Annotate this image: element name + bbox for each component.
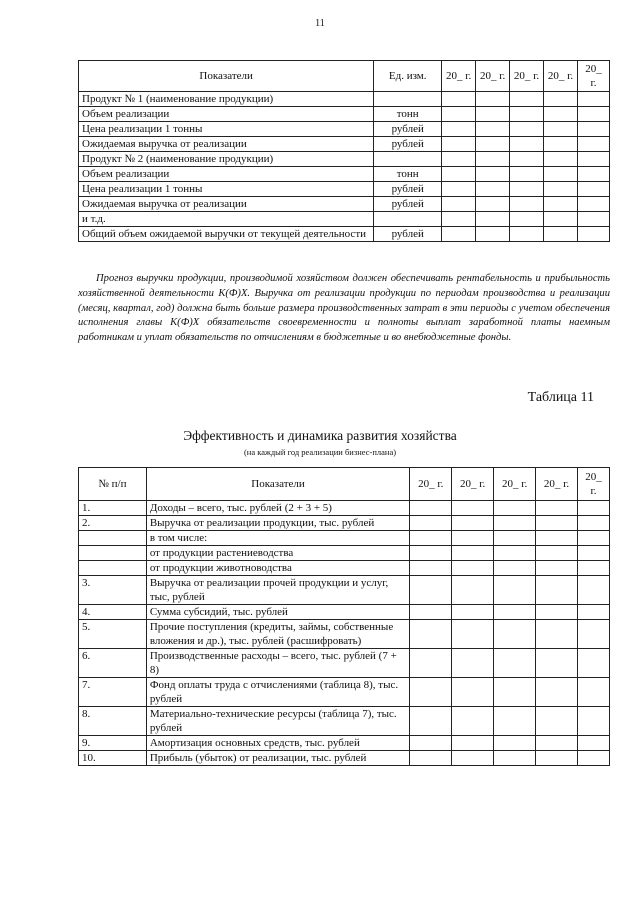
year-value-cell	[510, 182, 544, 197]
year-value-cell	[476, 122, 510, 137]
table-number-label: Таблица 11	[527, 390, 594, 405]
year-value-cell	[536, 576, 578, 605]
year-value-cell	[577, 167, 609, 182]
indicator-cell: Продукт № 2 (наименование продукции)	[79, 152, 374, 167]
year-value-cell	[494, 516, 536, 531]
year-value-cell	[577, 197, 609, 212]
year-value-cell	[410, 620, 452, 649]
year-value-cell	[578, 576, 610, 605]
row-number-cell: 3.	[79, 576, 147, 605]
year-value-cell	[452, 736, 494, 751]
year-value-cell	[577, 152, 609, 167]
year-value-cell	[544, 212, 578, 227]
year-value-cell	[410, 605, 452, 620]
table1-row	[79, 227, 610, 242]
indicator-cell: Производственные расходы – всего, тыс. рублей (7 + 8)	[146, 649, 409, 678]
year-value-cell	[510, 137, 544, 152]
year-value-cell	[494, 531, 536, 546]
indicator-cell: Выручка от реализации прочей продукции и услуг, тыс, рублей	[146, 576, 409, 605]
year-value-cell	[544, 167, 578, 182]
table1-row	[79, 137, 610, 152]
table2-header: 20_ г.	[494, 468, 536, 501]
table1-row	[79, 182, 610, 197]
year-value-cell	[494, 649, 536, 678]
indicator-cell: Прочие поступления (кредиты, займы, собственные вложения и др.), тыс. рублей (расшифровать)	[146, 620, 409, 649]
table1-row	[79, 122, 610, 137]
year-value-cell	[476, 212, 510, 227]
year-value-cell	[577, 92, 609, 107]
year-value-cell	[442, 122, 476, 137]
year-value-cell	[510, 122, 544, 137]
table1-header-row	[79, 61, 610, 92]
year-value-cell	[452, 620, 494, 649]
unit-cell: рублей	[374, 227, 442, 242]
table1-header: Показатели	[79, 61, 374, 92]
year-value-cell	[494, 678, 536, 707]
indicator-cell: от продукции растениеводства	[146, 546, 409, 561]
table2-header: 20_ г.	[410, 468, 452, 501]
year-value-cell	[536, 501, 578, 516]
year-value-cell	[410, 707, 452, 736]
year-value-cell	[452, 561, 494, 576]
year-value-cell	[452, 649, 494, 678]
year-value-cell	[410, 678, 452, 707]
year-value-cell	[476, 107, 510, 122]
year-value-cell	[476, 182, 510, 197]
efficiency-dynamics-table	[78, 467, 610, 766]
table1-row	[79, 152, 610, 167]
indicator-cell: Прибыль (убыток) от реализации, тыс. рублей	[146, 751, 409, 766]
year-value-cell	[544, 92, 578, 107]
year-value-cell	[536, 516, 578, 531]
year-value-cell	[410, 546, 452, 561]
table1-row	[79, 92, 610, 107]
indicator-cell: от продукции животноводства	[146, 561, 409, 576]
year-value-cell	[410, 649, 452, 678]
table2-row	[79, 736, 610, 751]
indicator-cell: Ожидаемая выручка от реализации	[79, 137, 374, 152]
year-value-cell	[578, 501, 610, 516]
year-value-cell	[578, 516, 610, 531]
year-value-cell	[476, 137, 510, 152]
unit-cell: тонн	[374, 167, 442, 182]
year-value-cell	[494, 546, 536, 561]
year-value-cell	[494, 620, 536, 649]
year-value-cell	[544, 137, 578, 152]
row-number-cell: 10.	[79, 751, 147, 766]
indicator-cell: Доходы – всего, тыс. рублей (2 + 3 + 5)	[146, 501, 409, 516]
indicator-cell: Ожидаемая выручка от реализации	[79, 197, 374, 212]
year-value-cell	[410, 531, 452, 546]
indicator-cell: в том числе:	[146, 531, 409, 546]
year-value-cell	[410, 501, 452, 516]
table1-header: 20_ г.	[544, 61, 578, 92]
year-value-cell	[536, 605, 578, 620]
year-value-cell	[578, 605, 610, 620]
year-value-cell	[410, 561, 452, 576]
year-value-cell	[442, 167, 476, 182]
year-value-cell	[536, 678, 578, 707]
row-number-cell: 6.	[79, 649, 147, 678]
year-value-cell	[476, 167, 510, 182]
year-value-cell	[536, 531, 578, 546]
indicator-cell: Фонд оплаты труда с отчислениями (таблица 8), тыс. рублей	[146, 678, 409, 707]
unit-cell	[374, 152, 442, 167]
unit-cell: рублей	[374, 122, 442, 137]
year-value-cell	[452, 531, 494, 546]
table1-header: 20_ г.	[510, 61, 544, 92]
row-number-cell	[79, 531, 147, 546]
year-value-cell	[494, 707, 536, 736]
year-value-cell	[442, 92, 476, 107]
table2-header: № п/п	[79, 468, 147, 501]
year-value-cell	[536, 546, 578, 561]
year-value-cell	[452, 576, 494, 605]
year-value-cell	[577, 107, 609, 122]
year-value-cell	[442, 152, 476, 167]
row-number-cell	[79, 546, 147, 561]
year-value-cell	[452, 678, 494, 707]
unit-cell: тонн	[374, 107, 442, 122]
unit-cell: рублей	[374, 197, 442, 212]
year-value-cell	[442, 137, 476, 152]
unit-cell	[374, 212, 442, 227]
year-value-cell	[510, 167, 544, 182]
year-value-cell	[544, 182, 578, 197]
year-value-cell	[442, 227, 476, 242]
table2-row	[79, 561, 610, 576]
year-value-cell	[510, 212, 544, 227]
year-value-cell	[536, 620, 578, 649]
year-value-cell	[410, 516, 452, 531]
year-value-cell	[452, 546, 494, 561]
table1-row	[79, 107, 610, 122]
row-number-cell: 7.	[79, 678, 147, 707]
table1-header: 20_ г.	[442, 61, 476, 92]
year-value-cell	[544, 152, 578, 167]
unit-cell: рублей	[374, 182, 442, 197]
year-value-cell	[577, 137, 609, 152]
row-number-cell: 4.	[79, 605, 147, 620]
year-value-cell	[510, 92, 544, 107]
year-value-cell	[494, 561, 536, 576]
year-value-cell	[494, 501, 536, 516]
year-value-cell	[476, 152, 510, 167]
table1-header: Ед. изм.	[374, 61, 442, 92]
indicator-cell: Продукт № 1 (наименование продукции)	[79, 92, 374, 107]
table1-row	[79, 197, 610, 212]
year-value-cell	[578, 561, 610, 576]
table1-header: 20_ г.	[577, 61, 609, 92]
indicator-cell: Объем реализации	[79, 167, 374, 182]
year-value-cell	[578, 678, 610, 707]
table2-row	[79, 546, 610, 561]
year-value-cell	[510, 227, 544, 242]
table2-header: Показатели	[146, 468, 409, 501]
year-value-cell	[410, 576, 452, 605]
products-revenue-table	[78, 60, 610, 242]
table1-header: 20_ г.	[476, 61, 510, 92]
indicator-cell: Выручка от реализации продукции, тыс. рублей	[146, 516, 409, 531]
year-value-cell	[578, 531, 610, 546]
unit-cell	[374, 92, 442, 107]
year-value-cell	[536, 561, 578, 576]
year-value-cell	[577, 227, 609, 242]
indicator-cell: Общий объем ожидаемой выручки от текущей деятельности	[79, 227, 374, 242]
year-value-cell	[578, 751, 610, 766]
page-number: 11	[315, 18, 325, 29]
year-value-cell	[536, 649, 578, 678]
revenue-forecast-paragraph: Прогноз выручки продукции, производимой хозяйством должен обеспечивать рентабельность и прибыльность хозяйственной деятельности К(Ф)Х. Выручка от реализации продукции по периодам производства и реализации (месяц, квартал, год) должна быть больше размера производственных затрат в эти периоды с учетом обеспечения исполнения главы К(Ф)Х обязательств своевременности и полноты выплат заработной платы наемным работникам и уплат обязательств по отчислениям в бюджетные и во внебюджетные фонды.	[78, 273, 610, 344]
year-value-cell	[536, 736, 578, 751]
year-value-cell	[577, 122, 609, 137]
row-number-cell: 5.	[79, 620, 147, 649]
indicator-cell: Амортизация основных средств, тыс. рублей	[146, 736, 409, 751]
year-value-cell	[494, 736, 536, 751]
year-value-cell	[577, 212, 609, 227]
table2-row	[79, 576, 610, 605]
table2-row	[79, 605, 610, 620]
year-value-cell	[442, 182, 476, 197]
year-value-cell	[476, 227, 510, 242]
year-value-cell	[494, 576, 536, 605]
year-value-cell	[578, 620, 610, 649]
year-value-cell	[544, 197, 578, 212]
indicator-cell: Материально-технические ресурсы (таблица 7), тыс. рублей	[146, 707, 409, 736]
year-value-cell	[476, 92, 510, 107]
year-value-cell	[452, 751, 494, 766]
table1-row	[79, 167, 610, 182]
table2-row	[79, 649, 610, 678]
year-value-cell	[494, 751, 536, 766]
table2-row	[79, 531, 610, 546]
year-value-cell	[536, 707, 578, 736]
year-value-cell	[578, 736, 610, 751]
year-value-cell	[536, 751, 578, 766]
row-number-cell: 8.	[79, 707, 147, 736]
row-number-cell	[79, 561, 147, 576]
year-value-cell	[452, 516, 494, 531]
year-value-cell	[410, 736, 452, 751]
year-value-cell	[510, 197, 544, 212]
table2-header-row	[79, 468, 610, 501]
row-number-cell: 2.	[79, 516, 147, 531]
table2-row	[79, 516, 610, 531]
indicator-cell: Объем реализации	[79, 107, 374, 122]
year-value-cell	[410, 751, 452, 766]
year-value-cell	[578, 649, 610, 678]
year-value-cell	[544, 227, 578, 242]
year-value-cell	[442, 107, 476, 122]
table2-row	[79, 620, 610, 649]
year-value-cell	[452, 501, 494, 516]
year-value-cell	[442, 212, 476, 227]
year-value-cell	[544, 122, 578, 137]
indicator-cell: и т.д.	[79, 212, 374, 227]
year-value-cell	[578, 707, 610, 736]
table2-row	[79, 751, 610, 766]
year-value-cell	[544, 107, 578, 122]
year-value-cell	[510, 107, 544, 122]
year-value-cell	[577, 182, 609, 197]
year-value-cell	[452, 605, 494, 620]
table-subtitle: (на каждый год реализации бизнес-плана)	[243, 447, 397, 457]
year-value-cell	[578, 546, 610, 561]
table2-row	[79, 678, 610, 707]
row-number-cell: 1.	[79, 501, 147, 516]
year-value-cell	[510, 152, 544, 167]
table1-row	[79, 212, 610, 227]
indicator-cell: Цена реализации 1 тонны	[79, 182, 374, 197]
table-title: Эффективность и динамика развития хозяйства	[183, 428, 457, 443]
indicator-cell: Цена реализации 1 тонны	[79, 122, 374, 137]
table2-header: 20_ г.	[536, 468, 578, 501]
table2-row	[79, 501, 610, 516]
unit-cell: рублей	[374, 137, 442, 152]
table2-row	[79, 707, 610, 736]
table2-header: 20_ г.	[578, 468, 610, 501]
indicator-cell: Сумма субсидий, тыс. рублей	[146, 605, 409, 620]
year-value-cell	[494, 605, 536, 620]
year-value-cell	[452, 707, 494, 736]
row-number-cell: 9.	[79, 736, 147, 751]
table2-header: 20_ г.	[452, 468, 494, 501]
year-value-cell	[476, 197, 510, 212]
year-value-cell	[442, 197, 476, 212]
